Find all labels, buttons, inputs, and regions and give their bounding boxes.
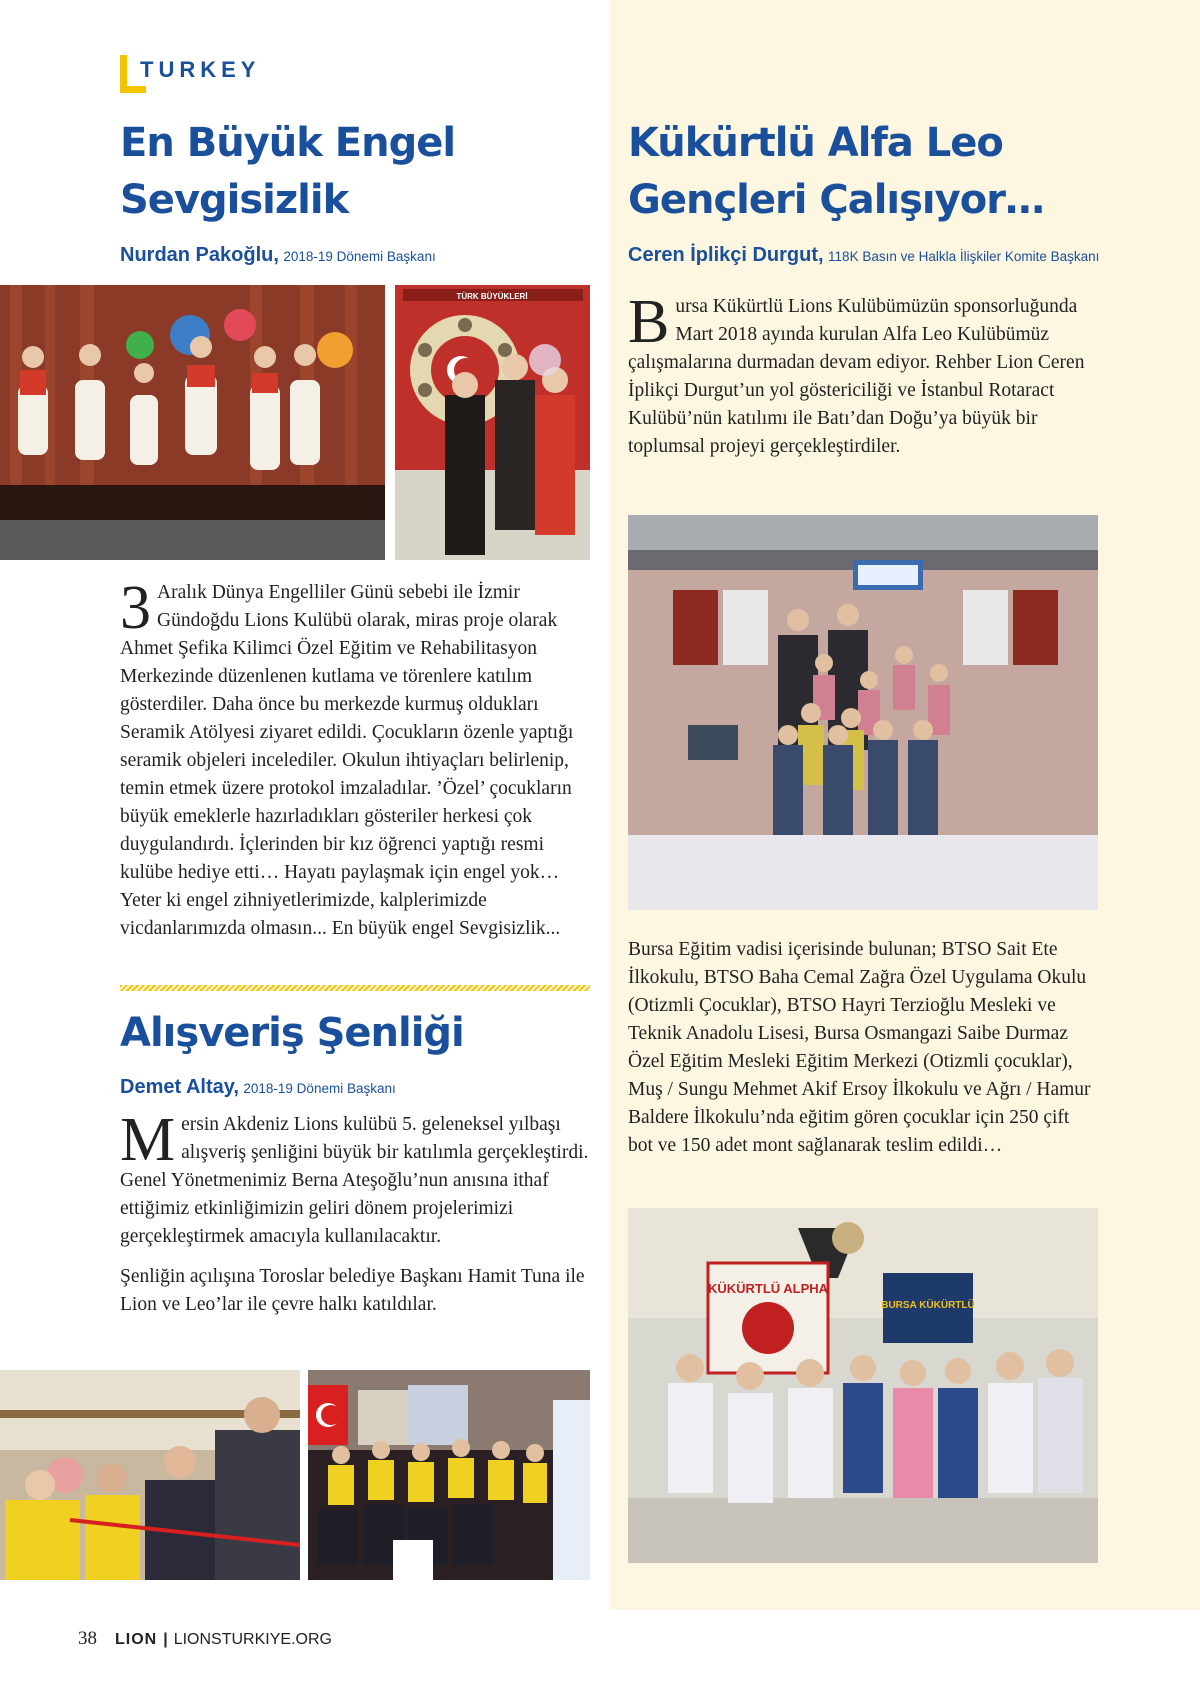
article3-paragraph-1: Mersin Akdeniz Lions kulübü 5. geleneksel yılbaşı alışveriş şenliğini büyük bir katılımla gerçekleştirdi. Genel Yönetmenimiz Berna Ateşoğlu’nun anısına ithaf ettiğimiz etkinliğimizin geliri dönem projelerimizi gerçekleştirmek amacıyla kullanılacaktır.: [120, 1106, 589, 1247]
section-label: TURKEY: [140, 57, 261, 82]
group-photo-event: [308, 1370, 590, 1580]
page-number: 38: [78, 1628, 97, 1649]
page-footer: [78, 1628, 332, 1650]
poster-title: TÜRK BÜYÜKLERİ: [456, 292, 528, 301]
article3-body: [120, 1106, 590, 1319]
article3-dropcap: M: [120, 1106, 176, 1174]
classroom-photo: [628, 1208, 1098, 1563]
article1-dropcap: 3: [120, 574, 151, 642]
article2-intro: [628, 288, 1098, 461]
article2-title: Kükürtlü Alfa Leo Gençleri Çalışıyor…: [628, 120, 1044, 223]
article1-title: En Büyük Engel Sevgisizlik: [120, 120, 456, 223]
article1-body: [120, 574, 590, 943]
article2-dropcap: B: [628, 288, 670, 356]
ribbon-cutting-photo: [0, 1370, 300, 1580]
article1-byline: [120, 244, 436, 267]
article1-author: Nurdan Pakoğlu,: [120, 244, 279, 266]
section-divider: [120, 985, 590, 991]
school-visit-photo: [628, 515, 1098, 910]
footer-separator: |: [163, 1631, 168, 1648]
article3-title: Alışveriş Şenliği: [120, 1010, 464, 1056]
article2-role: 118K Basın ve Halkla İlişkiler Komite Başkanı: [828, 249, 1100, 264]
banner-kukurtlu-alpha: KÜKÜRTLÜ ALPHA: [707, 1281, 829, 1296]
article2-byline: [628, 244, 1099, 267]
article2-body: Bursa Eğitim vadisi içerisinde bulunan; BTSO Sait Ete İlkokulu, BTSO Baha Cemal Zağra Özel Uygulama Okulu (Otizmli Çocuklar), BTSO Hayri Terzioğlu Mesleki ve Teknik Anadolu Lisesi, Bursa Osmangazi Saibe Durmaz Özel Eğitim Mesleki Eğitim Merkezi (Otizmli çocuklar), Muş / Sungu Mehmet Akif Ersoy İlkokulu ve Ağrı / Hamur Baldere İlkokulu’nda eğitim gören çocuklar için 250 çift bot ve 150 adet mont sağlanarak teslim edildi…: [628, 939, 1091, 1156]
article1-role: 2018-19 Dönemi Başkanı: [283, 249, 436, 264]
article3-role: 2018-19 Dönemi Başkanı: [243, 1081, 396, 1096]
article2-author: Ceren İplikçi Durgut,: [628, 244, 824, 266]
article3-byline: [120, 1076, 396, 1099]
article3-author: Demet Altay,: [120, 1076, 239, 1098]
stage-performance-photo: [0, 285, 385, 560]
article2-intro-text: ursa Kükürtlü Lions Kulübümüzün sponsorluğunda Mart 2018 ayında kurulan Alfa Leo Kulübümüz çalışmalarına durmadan devam ediyor. Rehber Lion Ceren İplikçi Durgut’un yol göstericiliği ve İstanbul Rotaract Kulübü’nün katılımı ile Batı’dan Doğu’ya büyük bir toplumsal projeyi gerçekleştirdiler.: [628, 296, 1085, 457]
footer-website: LIONSTURKIYE.ORG: [173, 1631, 332, 1648]
banner-bursa-kukurtlu: BURSA KÜKÜRTLÜ: [881, 1300, 975, 1311]
article3-paragraph-2: Şenliğin açılışına Toroslar belediye Başkanı Hamit Tuna ile Lion ve Leo’lar ile çevre halkı katıldılar.: [120, 1266, 585, 1315]
article1-body-text: Aralık Dünya Engelliler Günü sebebi ile İzmir Gündoğdu Lions Kulübü olarak, miras proje olarak Ahmet Şefika Kilimci Özel Eğitim ve Rehabilitasyon Merkezinde düzenlenen kutlama ve törenlere katılım gösterdiler. Daha önce bu merkezde kurmuş oldukları Seramik Atölyesi ziyaret edildi. Çocukların özenle yaptığı seramik objeleri incelediler. Okulun ihtiyaçları belirlenip, temin etmek üzere protokol imzaladılar. ’Özel’ çocukların büyük emeklerle hazırladıkları gösteriler herkesi çok duygulandırdı. İçlerinden bir kız öğrenci yaptığı resmi kulübe hediye etti… Hayatı paylaşmak için engel yok… Yeter ki engel zihniyetlerimizde, kalplerimizde vicdanlarımızda olmasın... En büyük engel Sevgisizlik...: [120, 582, 574, 939]
poster-photo: [395, 285, 590, 560]
magazine-name: LION: [115, 1631, 158, 1648]
